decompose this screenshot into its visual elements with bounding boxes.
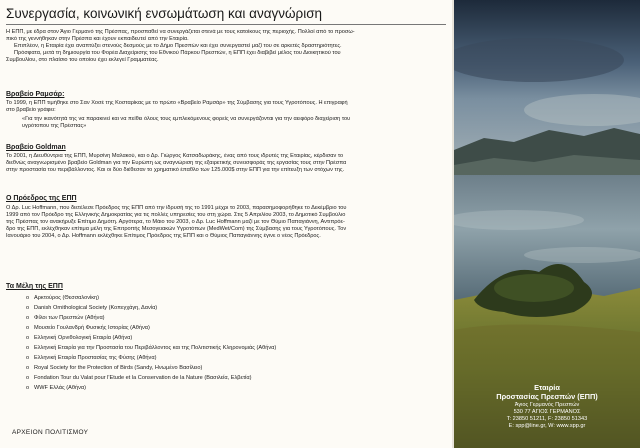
bullet: ο xyxy=(26,355,30,361)
ramsar-heading: Βραβείο Ραμσάρ: xyxy=(6,91,65,98)
archive-stamp: ΑΡΧΕΙΟΝ ΠΟΛΙΤΙΣΜΟΥ xyxy=(12,429,89,436)
page-title: Συνεργασία, κοινωνική ενσωμάτωση και αναγνώριση xyxy=(6,6,446,25)
bullet: ο xyxy=(26,375,30,381)
org-phone: Τ: 23850 51211, F: 23850 51343 xyxy=(506,416,588,422)
org-postcode: 530 77 ΑΓΙΟΣ ΓΕΡΜΑΝΟΣ xyxy=(513,409,581,415)
org-name-line2: Προστασίας Πρεσπών (ΕΠΠ) xyxy=(496,392,598,401)
bullet: ο xyxy=(26,315,30,321)
ramsar-line: Το 1999, η ΕΠΠ τιμήθηκε στο Σαν Χοσέ της Κοσταρίκας με το πρώτο «Βραβείο Ραμσάρ» της Σύμβασης για τους Υγροτόπους. Η επιγραφή xyxy=(6,100,348,106)
president-heading: Ο Πρόεδρος της ΕΠΠ xyxy=(6,195,77,202)
bullet: ο xyxy=(26,295,30,301)
member-item: ο Danish Ornithological Society (Κοπεγχάγη, Δανία) xyxy=(26,305,158,311)
lake-landscape-image xyxy=(454,0,640,448)
president-line: δρο της ΕΠΠ, εκλέχθηκαν επίτιμα μέλη της Επιτροπής Μεσογειακών Υγροτόπων (MedWet/Com) της Σύμβασης για τους Υγροτόπους. Τον xyxy=(6,226,347,232)
bullet: ο xyxy=(26,365,30,371)
intro-line: Επιπλέον, η Εταιρία έχει αναπτύξει στενούς δεσμούς με το Δήμο Πρεσπών και έχει συνεργαστεί μαζί του σε αρκετές δραστηριότητες. xyxy=(14,43,342,49)
bullet: ο xyxy=(26,345,30,351)
ramsar-quote: υγρότοπου της Πρέσπας» xyxy=(22,123,87,129)
intro-line: Πρόσφατα, μετά τη δημιουργία του Φορέα Διαχείρισης του Εθνικού Πάρκου Πρεσπών, η ΕΠΠ έχει διαβιβεί μέλος του Διοικητικού του xyxy=(14,50,341,56)
member-item: ο Μουσείο Γουλανδρή Φυσικής Ιστορίας (Αθήνα) xyxy=(26,325,150,331)
ramsar-quote: «Για την ικανότητά της να παρακινεί και να πείθει όλους τους εμπλεκόμενους φορείς να συνεργάζονται για την αειφόρο διαχείριση του xyxy=(22,116,351,122)
member-item: ο Ελληνική Ορνιθολογική Εταιρία (Αθήνα) xyxy=(26,335,133,341)
org-name-line1: Εταιρία xyxy=(534,383,560,392)
goldman-line: διεθνώς αναγνωρισμένο βραβείο Goldman για την Ευρώπη ως αναγνώριση της εξαιρετικής συνεισφοράς της εργασίας τους στην Πρέσπα xyxy=(6,160,347,166)
bullet: ο xyxy=(26,385,30,391)
president-line: της Πρέσπας τον ανακήρυξε Επίτιμο Δημότη. Αργότερα, το Μάιο του 2003, ο Δρ. Luc Hoffmann μαζί με τον Θύμιο Παπαγιάννη, Αντιπρόε- xyxy=(6,219,345,225)
intro-line: πικό της γεννήθηκαν στην Πρέσπα και έχουν εκπαιδευτεί από την Εταιρία. xyxy=(6,36,189,42)
org-address: Άγιος Γερμανός Πρεσπών xyxy=(514,402,580,408)
lake-photo-panel xyxy=(454,0,640,448)
bullet: ο xyxy=(26,325,30,331)
president-line: 1999 από τον Πρόεδρο της Ελληνικής Δημοκρατίας για τις πολλές υπηρεσίες του στη χώρα. Στις 5 Απριλίου 2003, το Δημοτικό Συμβούλιο xyxy=(6,212,346,218)
member-item: ο Αρκτούρος (Θεσσαλονίκη) xyxy=(26,295,100,301)
member-item: ο Fondation Tour du Valat pour l'Etude et la Conservation de la Nature (Βασιλεία, Ελβετία) xyxy=(26,375,252,381)
president-line: Ο Δρ. Luc Hoffmann, που διετέλεσε Πρόεδρος της ΕΠΠ από την ίδρυσή της το 1991 μέχρι το 2003, παρασημοφορήθηκε το Δεκέμβριο του xyxy=(6,205,347,211)
member-item: ο Ελληνική Εταιρία Προστασίας της Φύσης (Αθήνα) xyxy=(26,355,157,361)
member-item: ο Royal Society for the Protection of Birds (Sandy, Ηνωμένο Βασίλειο) xyxy=(26,365,203,371)
intro-line: Η ΕΠΠ, με έδρα στον Άγιο Γερμανό της Πρέσπας, προσπαθεί να συνεργάζεται στενά με τους κατοίκους της περιοχής. Πολλοί από το προσω- xyxy=(6,29,355,35)
member-item: ο WWF Ελλάς (Αθήνα) xyxy=(26,385,86,391)
goldman-heading: Βραβείο Goldman xyxy=(6,144,66,151)
bullet: ο xyxy=(26,335,30,341)
member-item: ο Ελληνική Εταιρία για την Προστασία του Περιβάλλοντος και της Πολιτιστικής Κληρονομιάς (Αθήνα) xyxy=(26,345,277,351)
org-web: E: spp@line.gr, W: www.spp.gr xyxy=(508,423,586,429)
members-heading: Τα Μέλη της ΕΠΠ xyxy=(6,283,63,290)
ramsar-line: στο βραβείο γράφει: xyxy=(6,107,56,113)
member-item: ο Φίλοι των Πρεσπών (Αθήνα) xyxy=(26,315,105,321)
intro-line: Συμβουλίου, στο πλαίσιο του οποίου έχει εκλεγεί Γραμματέας. xyxy=(6,57,159,63)
goldman-line: Το 2001, η Διευθύντρια της ΕΠΠ, Μυρσίνη Μαλακού, και ο Δρ. Γιώργος Κατσαδωράκης, ένας από τους ιδρυτές της Εταιρίας, κέρδισαν το xyxy=(6,153,344,159)
bullet: ο xyxy=(26,305,30,311)
goldman-line: στην προστασία του περιβάλλοντος. Και οι δύο διέθεσαν το χρηματικό έπαθλο των 125.000$ στην ΕΠΠ για την επίτευξη των στόχων της. xyxy=(6,167,345,173)
president-line: Ιανουάριο του 2004, ο Δρ. Hoffmann εκλέχθηκε Επίτιμος Πρόεδρος της ΕΠΠ και ο Θύμιος Παπαγιάννης έγινε ο νέος Πρόεδρος. xyxy=(6,233,321,239)
